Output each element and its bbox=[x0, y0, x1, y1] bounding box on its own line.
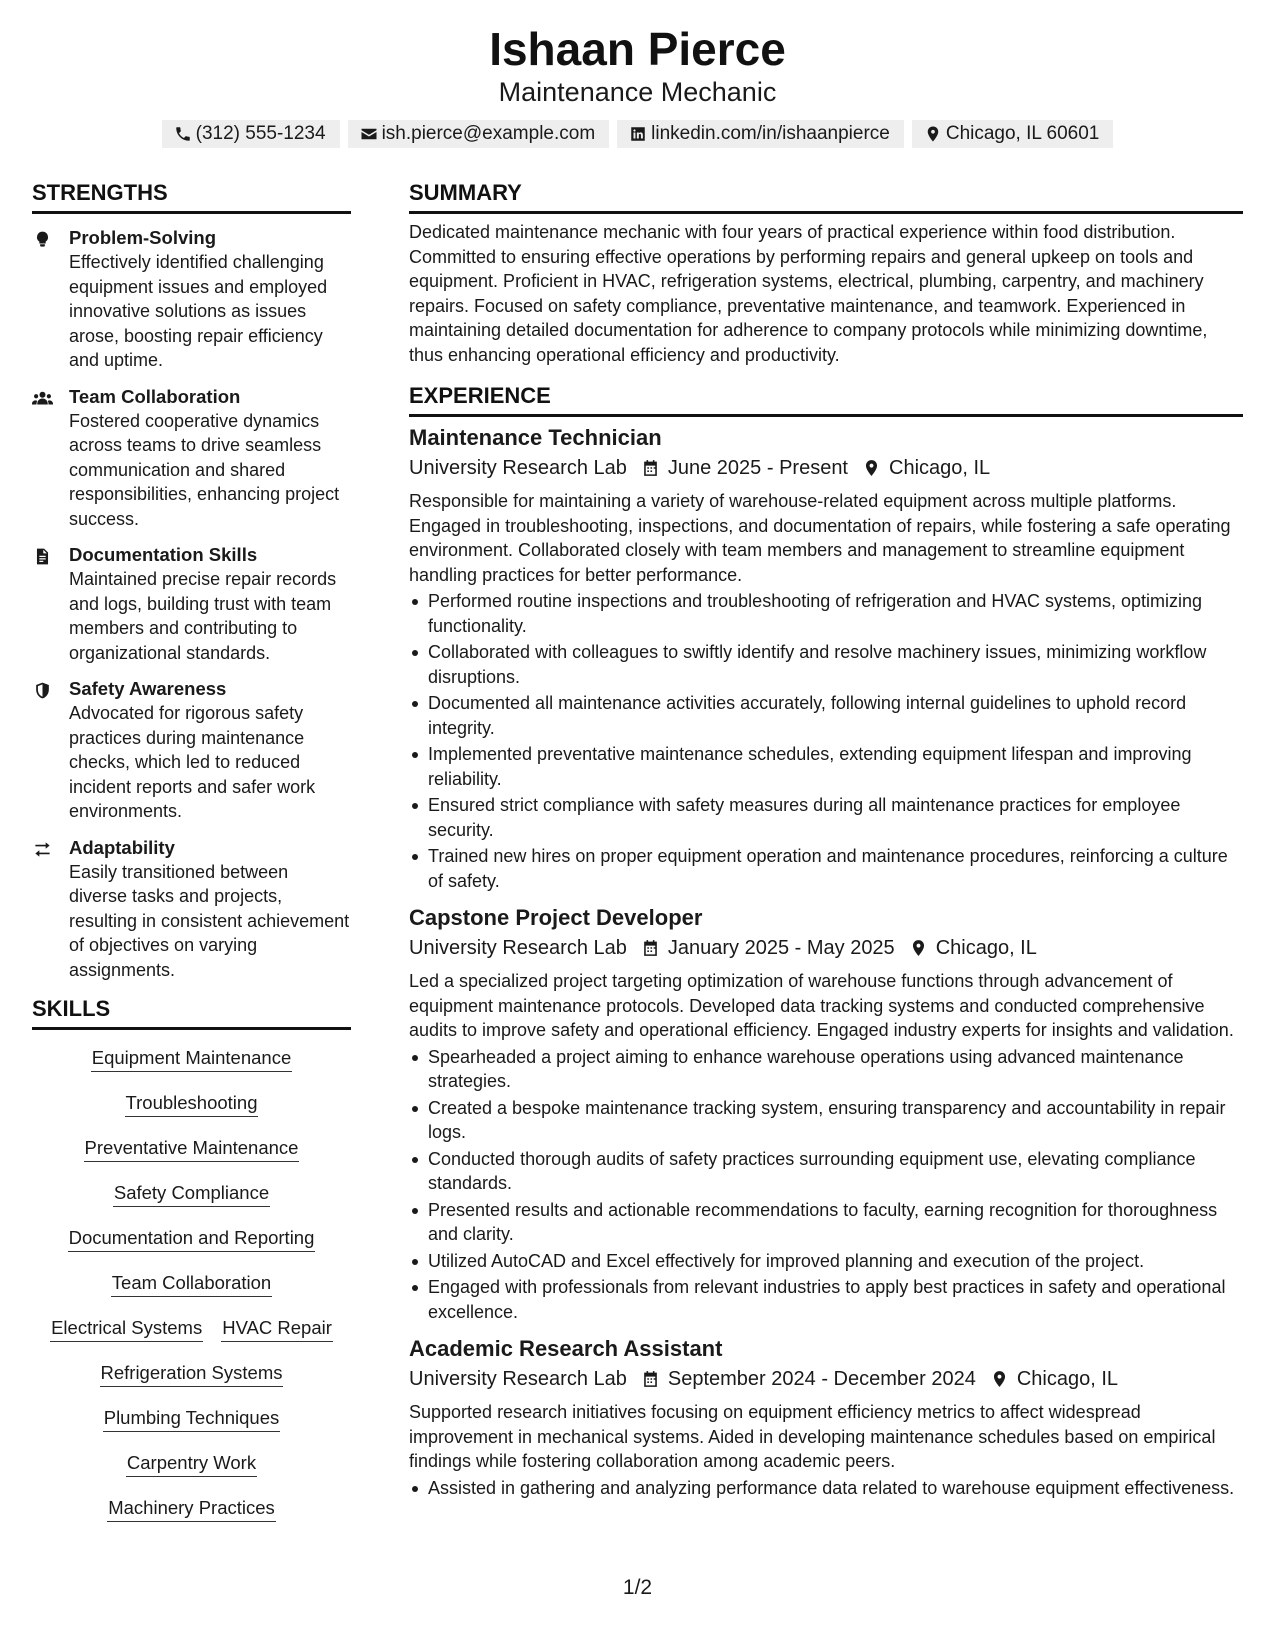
phone-text: (312) 555-1234 bbox=[195, 123, 326, 144]
shield-icon bbox=[32, 681, 53, 700]
contact-bar bbox=[0, 120, 1275, 148]
strength-item bbox=[32, 226, 351, 373]
strength-title: Team Collaboration bbox=[69, 385, 241, 407]
strength-title: Problem-Solving bbox=[69, 227, 216, 248]
skills-list bbox=[32, 1042, 351, 1522]
job-bullets bbox=[409, 1476, 1243, 1501]
job-org: University Research Lab bbox=[409, 937, 627, 959]
job-location: Chicago, IL bbox=[1016, 1368, 1119, 1390]
strength-desc: Effectively identified challenging equipment issues and employed innovative solutions as issues arose, boosting repair efficiency and uptime. bbox=[69, 252, 328, 370]
strength-title: Adaptability bbox=[69, 836, 175, 858]
calendar-icon bbox=[641, 1369, 660, 1389]
job-org: University Research Lab bbox=[409, 1368, 627, 1390]
lightbulb-icon bbox=[32, 230, 53, 249]
linkedin-text: linkedin.com/in/ishaanpierce bbox=[651, 123, 890, 144]
job-title: Capstone Project Developer bbox=[409, 905, 703, 930]
job-bullets bbox=[409, 589, 1243, 893]
job-bullets bbox=[409, 1045, 1243, 1325]
job-bullet: Performed routine inspections and troubleshooting of refrigeration and HVAC systems, optimizing functionality. bbox=[409, 589, 1243, 638]
job-bullet: Engaged with professionals from relevant industries to apply best practices in safety and operational excellence. bbox=[409, 1275, 1243, 1324]
users-icon bbox=[32, 389, 53, 408]
skill-tag: Troubleshooting bbox=[125, 1091, 259, 1117]
skill-tag: Team Collaboration bbox=[111, 1271, 272, 1297]
job-bullet: Implemented preventative maintenance schedules, extending equipment lifespan and improving reliability. bbox=[409, 742, 1243, 791]
document-icon bbox=[32, 547, 53, 566]
skill-tag: Safety Compliance bbox=[113, 1181, 270, 1207]
strength-title: Documentation Skills bbox=[69, 544, 258, 565]
job-dates: September 2024 - December 2024 bbox=[667, 1368, 976, 1390]
calendar-icon bbox=[641, 938, 660, 958]
contact-phone[interactable] bbox=[162, 120, 340, 148]
skill-tag: Plumbing Techniques bbox=[103, 1406, 281, 1432]
strengths-heading: STRENGTHS bbox=[32, 178, 351, 214]
left-column bbox=[32, 178, 351, 1522]
strength-item bbox=[32, 836, 351, 983]
map-pin-icon bbox=[990, 1369, 1009, 1389]
resume-header bbox=[0, 22, 1275, 148]
phone-icon bbox=[174, 125, 192, 143]
contact-linkedin[interactable] bbox=[617, 120, 904, 148]
job-bullet: Trained new hires on proper equipment operation and maintenance procedures, reinforcing a culture of safety. bbox=[409, 844, 1243, 893]
job-meta bbox=[409, 453, 1243, 483]
job-description: Led a specialized project targeting optimization of warehouse functions through advancement of equipment maintenance protocols. Developed data tracking systems and conducted comprehensive audits to improve safety and operational efficiency. Engaged industry experts for insights and validation. bbox=[409, 971, 1234, 1040]
job-dates: January 2025 - May 2025 bbox=[667, 937, 895, 959]
job-entry bbox=[409, 423, 1243, 893]
strength-desc: Maintained precise repair records and logs, building trust with team members and contributing to organizational standards. bbox=[69, 569, 337, 663]
linkedin-icon bbox=[629, 125, 647, 143]
job-meta bbox=[409, 1364, 1243, 1394]
skill-tag: Machinery Practices bbox=[107, 1496, 276, 1522]
job-org: University Research Lab bbox=[409, 457, 627, 479]
page-number: 1/2 bbox=[622, 1576, 653, 1599]
candidate-name: Ishaan Pierce bbox=[489, 23, 786, 75]
skills-heading: SKILLS bbox=[32, 994, 351, 1030]
job-description: Responsible for maintaining a variety of warehouse-related equipment across multiple platforms. Engaged in troubleshooting, inspections, and documentation of repairs, while fostering a safe operating environment. Collaborated closely with team members and management to streamline equipment handling practices for better performance. bbox=[409, 491, 1231, 585]
strength-title: Safety Awareness bbox=[69, 678, 227, 699]
skill-tag: Documentation and Reporting bbox=[68, 1226, 316, 1252]
job-entry bbox=[409, 903, 1243, 1324]
strength-desc: Fostered cooperative dynamics across teams to drive seamless communication and shared responsibilities, enhancing project success. bbox=[69, 410, 340, 529]
job-meta bbox=[409, 933, 1243, 963]
skill-tag: Equipment Maintenance bbox=[91, 1046, 293, 1072]
job-bullet: Assisted in gathering and analyzing performance data related to warehouse equipment effectiveness. bbox=[409, 1476, 1243, 1501]
location-text: Chicago, IL 60601 bbox=[945, 123, 1100, 144]
job-bullet: Utilized AutoCAD and Excel effectively for improved planning and execution of the project. bbox=[409, 1249, 1243, 1274]
summary-heading: SUMMARY bbox=[409, 178, 1243, 214]
job-title: Maintenance Technician bbox=[409, 425, 662, 450]
strength-item bbox=[32, 385, 351, 532]
job-title: Academic Research Assistant bbox=[409, 1336, 723, 1361]
strength-item bbox=[32, 543, 351, 665]
job-location: Chicago, IL bbox=[889, 457, 991, 479]
strength-desc: Easily transitioned between diverse tasks and projects, resulting in consistent achievement of objectives on varying assignments. bbox=[69, 861, 350, 980]
job-bullet: Documented all maintenance activities accurately, following internal guidelines to uphold record integrity. bbox=[409, 691, 1243, 740]
job-dates: June 2025 - Present bbox=[667, 457, 848, 479]
job-bullet: Spearheaded a project aiming to enhance warehouse operations using advanced maintenance strategies. bbox=[409, 1045, 1243, 1094]
job-description: Supported research initiatives focusing on equipment efficiency metrics to affect widespread improvement in mechanical systems. Aided in developing maintenance schedules based on empirical findings while fostering collaboration among academic peers. bbox=[409, 1402, 1216, 1471]
job-bullet: Created a bespoke maintenance tracking system, ensuring transparency and accountability in repair logs. bbox=[409, 1096, 1243, 1145]
map-pin-icon bbox=[862, 458, 881, 478]
map-pin-icon bbox=[909, 938, 928, 958]
strength-desc: Advocated for rigorous safety practices during maintenance checks, which led to reduced incident reports and safer work environments. bbox=[69, 703, 316, 821]
candidate-role: Maintenance Mechanic bbox=[498, 77, 777, 107]
job-entry bbox=[409, 1334, 1243, 1500]
right-column bbox=[409, 178, 1243, 1510]
job-location: Chicago, IL bbox=[935, 937, 1037, 959]
skill-tag: HVAC Repair bbox=[221, 1316, 333, 1342]
contact-email[interactable] bbox=[348, 120, 610, 148]
email-text: ish.pierce@example.com bbox=[381, 123, 596, 144]
map-pin-icon bbox=[924, 125, 942, 143]
job-bullet: Presented results and actionable recommendations to faculty, earning recognition for thoroughness and clarity. bbox=[409, 1198, 1243, 1247]
exchange-arrows-icon bbox=[32, 840, 53, 859]
job-bullet: Ensured strict compliance with safety measures during all maintenance practices for employee security. bbox=[409, 793, 1243, 842]
skill-tag: Refrigeration Systems bbox=[100, 1361, 284, 1387]
skill-tag: Electrical Systems bbox=[50, 1316, 203, 1342]
strength-item bbox=[32, 677, 351, 824]
skill-tag: Carpentry Work bbox=[126, 1451, 257, 1477]
contact-location bbox=[912, 120, 1114, 148]
experience-heading: EXPERIENCE bbox=[409, 381, 1243, 417]
calendar-icon bbox=[641, 458, 660, 478]
job-bullet: Conducted thorough audits of safety practices surrounding equipment use, elevating compliance standards. bbox=[409, 1147, 1243, 1196]
job-bullet: Collaborated with colleagues to swiftly identify and resolve machinery issues, minimizing workflow disruptions. bbox=[409, 640, 1243, 689]
summary-text: Dedicated maintenance mechanic with four years of practical experience within food distribution. Committed to ensuring effective operations by performing repairs and general upkeep on tools and equipment. Proficient in HVAC, refrigeration systems, electrical, plumbing, carpentry, and machinery repairs. Focused on safety compliance, preventative maintenance, and teamwork. Experienced in maintaining detailed documentation for adherence to company protocols while minimizing downtime, thus enhancing operational efficiency and productivity. bbox=[409, 222, 1208, 365]
skill-tag: Preventative Maintenance bbox=[84, 1136, 300, 1162]
envelope-icon bbox=[360, 125, 378, 143]
